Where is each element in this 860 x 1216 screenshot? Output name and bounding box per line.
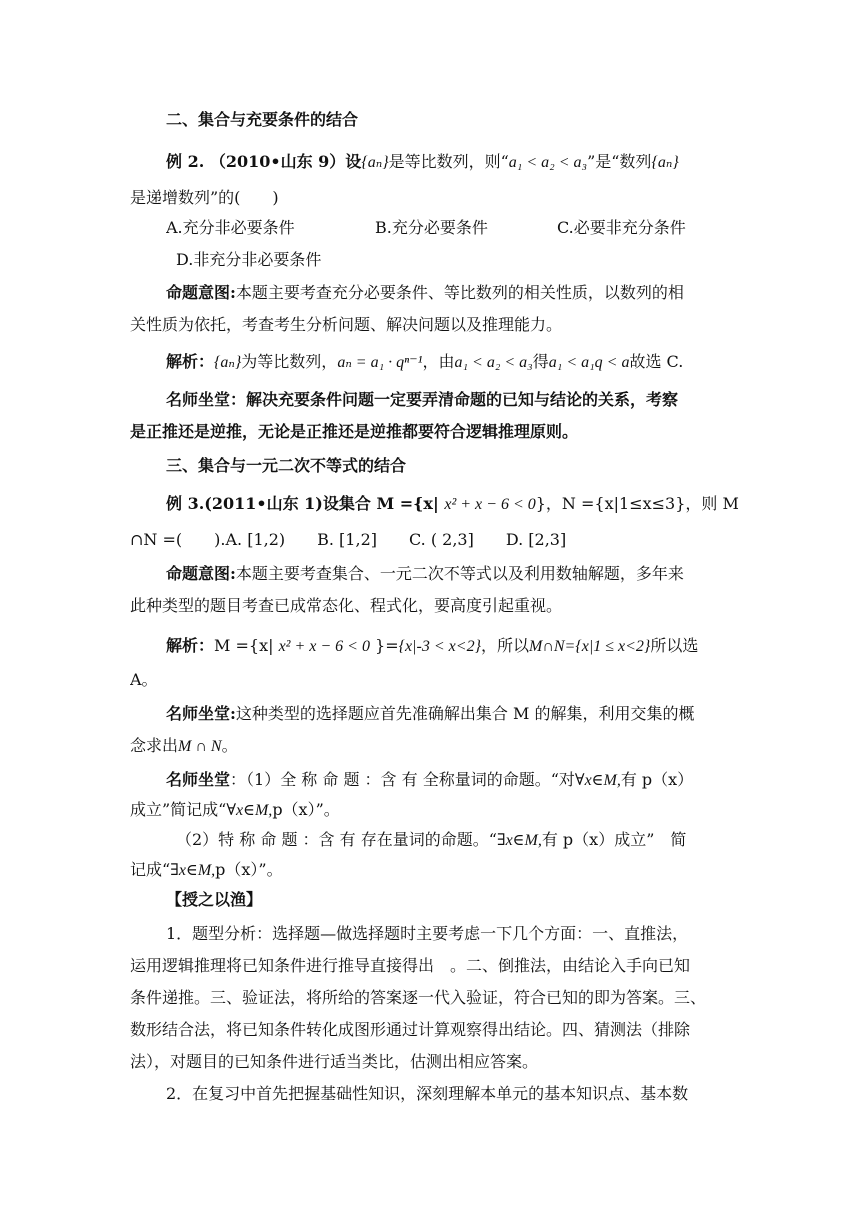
example-2-text-2: ”是“数列 [587,152,652,171]
math-sequence-an-2: {aₙ} [651,154,679,171]
example-2-options [166,218,776,238]
teacher-label-2: 名师坐堂: [166,704,236,723]
example-2-line-2: 是递增数列”的( ) [130,188,279,207]
section-title: 【授之以渔】 [166,890,263,909]
paragraph-1-line-2: 运用逻辑推理将已知条件进行推导直接得出 。二、倒推法，由结论入手向已知 [130,956,691,975]
analysis-2-text-2: ，由 [422,352,455,371]
existential-line-1 [176,830,786,851]
math-x-in-m: x∈M, [584,772,621,789]
analysis-3-text: M ={x| [214,636,279,655]
analysis-3-text-3: ，所以 [480,636,529,655]
analysis-3-line [166,636,776,657]
example-3-prefix: 例 3.(2011•山东 1)设集合 M ={x| [166,494,445,513]
teacher-4-line-2 [130,800,740,821]
existential-line-2 [130,860,740,881]
math-sequence-an-3: {aₙ} [214,354,242,371]
teacher-label: 名师坐堂： [166,390,247,409]
example-3-line-2: ∩N =( ).A. [1,2) B. [1,2] C. ( 2,3] D. [2,3] [130,530,567,549]
teacher-2-line-1 [166,390,776,410]
paragraph-1-line-3: 条件递推。三、验证法，将所给的答案逐一代入验证，符合已知的即为答案。三、 [130,988,707,1007]
math-m-cap-n: M ∩ N [178,738,222,755]
paragraph-1-line-4: 数形结合法，将已知条件转化成图形通过计算观察得出结论。四、猜测法（排除 [130,1020,691,1039]
paragraph-1-line-5: 法），对题目的已知条件进行适当类比，估测出相应答案。 [130,1052,539,1071]
math-sequence-an: {aₙ} [361,154,389,171]
math-inequality-2: x² + x − 6 < 0 [278,638,370,655]
math-set-m: {x|-3 < x<2} [398,638,481,655]
math-general-term: aₙ = a₁ · qⁿ⁻¹ [337,354,423,371]
paragraph-2-line-1: 2．在复习中首先把握基础性知识，深刻理解本单元的基本知识点、基本数 [166,1084,689,1103]
option-d: D.非充分非必要条件 [176,250,322,269]
math-condition: a₁ < a₂ < a₃ [508,154,588,171]
analysis-label-2: 解析： [166,636,215,655]
analysis-3-line-2: A。 [130,670,158,689]
example-2-prefix: 例 2. （2010•山东 9）设 [166,152,362,171]
analysis-2-line [166,352,776,373]
teacher-2-line-2: 是正推还是逆推，无论是正推还是逆推都要符合逻辑推理原则。 [130,422,579,441]
math-x-in-m-2: x∈M, [236,802,273,819]
teacher-label-3: 名师坐堂 [166,770,231,789]
analysis-2-text-3: 得 [532,352,549,371]
math-condition-3: a₁ < a₁q < a [548,354,630,371]
section-heading-2: 二、集合与充要条件的结合 [166,110,359,129]
analysis-label: 解析： [166,352,215,371]
existential-text-3: 记成“∃ [130,860,179,879]
existential-text: （2）特 称 命 题 ：含 有 存在量词的命题。“∃ [176,830,506,849]
analysis-2-text: 为等比数列， [241,352,338,371]
teacher-3-line-2 [130,736,740,757]
universal-text: ：（1）全 称 命 题 ：含 有 全称量词的命题。“对∀ [230,770,585,789]
intent-label: 命题意图: [166,283,236,302]
section-heading-3: 三、集合与一元二次不等式的结合 [166,456,407,475]
teacher-2-text: 解决充要条件问题一定要弄清命题的已知与结论的关系，考察 [246,390,679,409]
universal-text-2: 有 p（x） [620,770,694,789]
analysis-2-answer: 故选 C. [629,352,684,371]
existential-text-4: p（x）”。 [215,860,283,879]
teacher-3-text: 这种类型的选择题应首先准确解出集合 M 的解集，利用交集的概 [235,704,695,723]
math-x-in-m-4: x∈M, [178,862,216,879]
math-intersection: M∩N={x|1 ≤ x<2} [528,638,651,655]
example-3-line-1 [166,494,776,515]
teacher-3-text-3: 。 [221,736,238,755]
intent-label-2: 命题意图: [166,564,236,583]
math-condition-2: a₁ < a₂ < a₃ [454,354,533,371]
intent-2-text: 本题主要考查充分必要条件、等比数列的相关性质，以数列的相 [235,283,684,302]
intent-2-line-1 [166,283,776,303]
option-a: A.充分非必要条件 [166,218,295,237]
universal-text-4: p（x）”。 [272,800,340,819]
intent-3-line-2: 此种类型的题目考查已成常态化、程式化，要高度引起重视。 [130,596,563,615]
analysis-3-text-4: 所以选 [650,636,699,655]
intent-2-line-2: 关性质为依托，考查考生分析问题、解决问题以及推理能力。 [130,315,563,334]
paragraph-1-line-1: 1．题型分析：选择题—做选择题时主要考虑一下几个方面：一、直推法， [166,924,689,943]
intent-3-line-1 [166,564,776,584]
math-inequality: x² + x − 6 < 0 [444,496,536,513]
example-2-text: 是等比数列，则“ [388,152,509,171]
intent-3-text: 本题主要考查集合、一元二次不等式以及利用数轴解题，多年来 [235,564,684,583]
existential-text-2: 有 p（x）成立” 简 [541,830,687,849]
example-3-text: }，N ={x|1≤x≤3}，则 M [535,494,739,513]
analysis-3-text-2: }= [369,636,399,655]
teacher-4-line-1 [166,770,776,791]
math-x-in-m-3: x∈M, [505,832,542,849]
teacher-3-text-2: 念求出 [130,736,179,755]
option-c: C.必要非充分条件 [557,218,686,237]
example-2-line-1 [166,152,776,173]
universal-text-3: 成立”简记成“∀ [130,800,237,819]
teacher-3-line-1 [166,704,776,724]
option-b: B.充分必要条件 [375,218,488,237]
